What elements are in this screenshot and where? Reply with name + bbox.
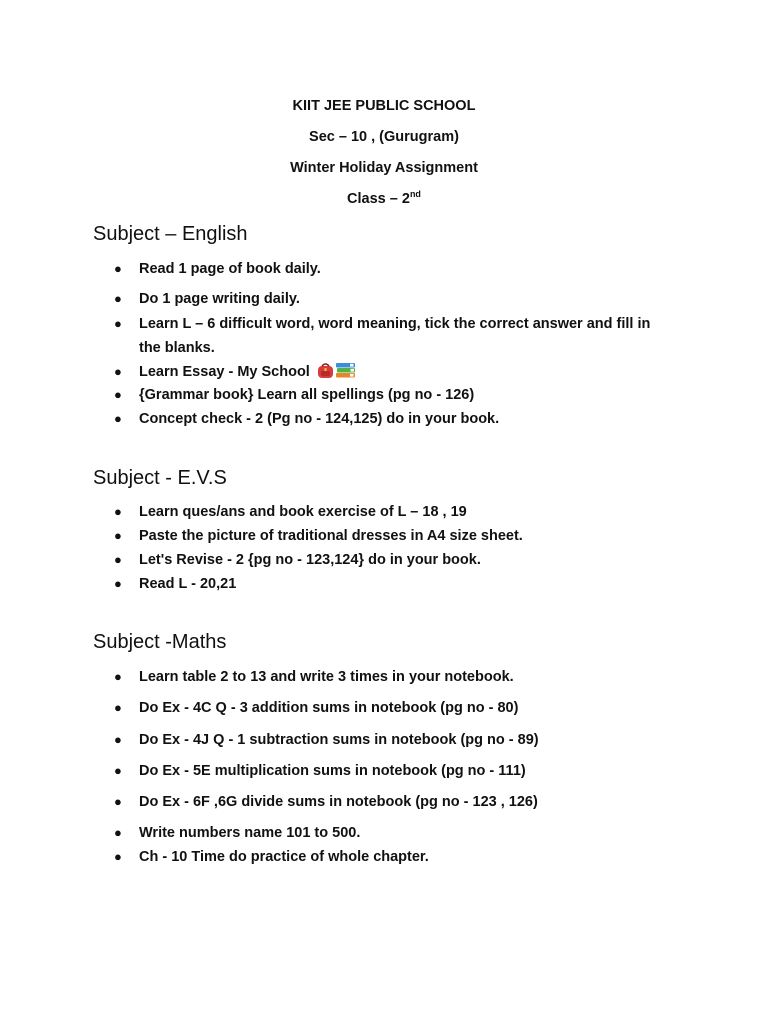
english-item-text: Learn Essay - My School bbox=[139, 364, 310, 380]
maths-item-text: Ch - 10 Time do practice of whole chapter. bbox=[139, 849, 429, 865]
evs-item-text: Let's Revise - 2 {pg no - 123,124} do in your book. bbox=[139, 552, 481, 568]
bullet: ● bbox=[114, 700, 122, 715]
evs-item bbox=[114, 524, 674, 548]
maths-item bbox=[114, 728, 674, 752]
class-ordinal-suffix: nd bbox=[409, 189, 421, 199]
maths-item-text: Do Ex - 6F ,6G divide sums in notebook (pg no - 123 , 126) bbox=[139, 794, 538, 810]
english-item bbox=[114, 360, 674, 384]
backpack-icon bbox=[316, 362, 335, 379]
bullet: ● bbox=[114, 849, 122, 864]
bullet: ● bbox=[114, 364, 122, 379]
evs-item-text: Paste the picture of traditional dresses in A4 size sheet. bbox=[139, 528, 523, 544]
english-item-text: Read 1 page of book daily. bbox=[139, 261, 321, 277]
maths-item bbox=[114, 759, 674, 783]
class-label: Class – 2 bbox=[347, 191, 410, 207]
english-item bbox=[114, 287, 674, 311]
maths-item-text: Do Ex - 4C Q - 3 addition sums in notebook (pg no - 80) bbox=[139, 700, 519, 716]
english-heading: Subject – English bbox=[93, 223, 248, 245]
bullet: ● bbox=[114, 387, 122, 402]
evs-item-text: Learn ques/ans and book exercise of L – 18 , 19 bbox=[139, 504, 467, 520]
english-item-text: Do 1 page writing daily. bbox=[139, 291, 300, 307]
bullet: ● bbox=[114, 504, 122, 519]
bullet: ● bbox=[114, 825, 122, 840]
english-item bbox=[114, 407, 674, 431]
maths-item bbox=[114, 821, 674, 845]
english-item bbox=[114, 312, 674, 360]
evs-heading: Subject - E.V.S bbox=[93, 467, 227, 489]
english-item-text: {Grammar book} Learn all spellings (pg no - 126) bbox=[139, 387, 475, 403]
maths-item-text: Learn table 2 to 13 and write 3 times in your notebook. bbox=[139, 669, 514, 685]
maths-item-text: Do Ex - 5E multiplication sums in notebook (pg no - 111) bbox=[139, 763, 526, 779]
evs-item bbox=[114, 548, 674, 572]
school-address: Sec – 10 , (Gurugram) bbox=[309, 129, 459, 145]
maths-item-text: Write numbers name 101 to 500. bbox=[139, 825, 361, 841]
maths-item bbox=[114, 790, 674, 814]
maths-item bbox=[114, 665, 674, 689]
maths-item bbox=[114, 845, 674, 869]
english-item-essay bbox=[139, 360, 674, 384]
bullet: ● bbox=[114, 794, 122, 809]
bullet: ● bbox=[114, 261, 122, 276]
bullet: ● bbox=[114, 291, 122, 306]
evs-item-text: Read L - 20,21 bbox=[139, 576, 237, 592]
english-item-text: Concept check - 2 (Pg no - 124,125) do in your book. bbox=[139, 411, 500, 427]
bullet: ● bbox=[114, 732, 122, 747]
bullet: ● bbox=[114, 411, 122, 426]
maths-item-text: Do Ex - 4J Q - 1 subtraction sums in notebook (pg no - 89) bbox=[139, 732, 539, 748]
english-item-text: Learn L – 6 difficult word, word meaning, tick the correct answer and fill in the blanks. bbox=[139, 316, 651, 356]
english-item bbox=[114, 257, 674, 281]
evs-item bbox=[114, 572, 674, 596]
bullet: ● bbox=[114, 552, 122, 567]
bullet: ● bbox=[114, 576, 122, 591]
bullet: ● bbox=[114, 316, 122, 331]
maths-heading: Subject -Maths bbox=[93, 631, 227, 653]
maths-item bbox=[114, 696, 674, 720]
school-name: KIIT JEE PUBLIC SCHOOL bbox=[292, 98, 476, 114]
books-icon bbox=[335, 362, 356, 379]
bullet: ● bbox=[114, 528, 122, 543]
assignment-title: Winter Holiday Assignment bbox=[290, 160, 478, 176]
evs-item bbox=[114, 500, 674, 524]
bullet: ● bbox=[114, 669, 122, 684]
english-item bbox=[114, 383, 674, 407]
class-line bbox=[0, 190, 768, 208]
bullet: ● bbox=[114, 763, 122, 778]
